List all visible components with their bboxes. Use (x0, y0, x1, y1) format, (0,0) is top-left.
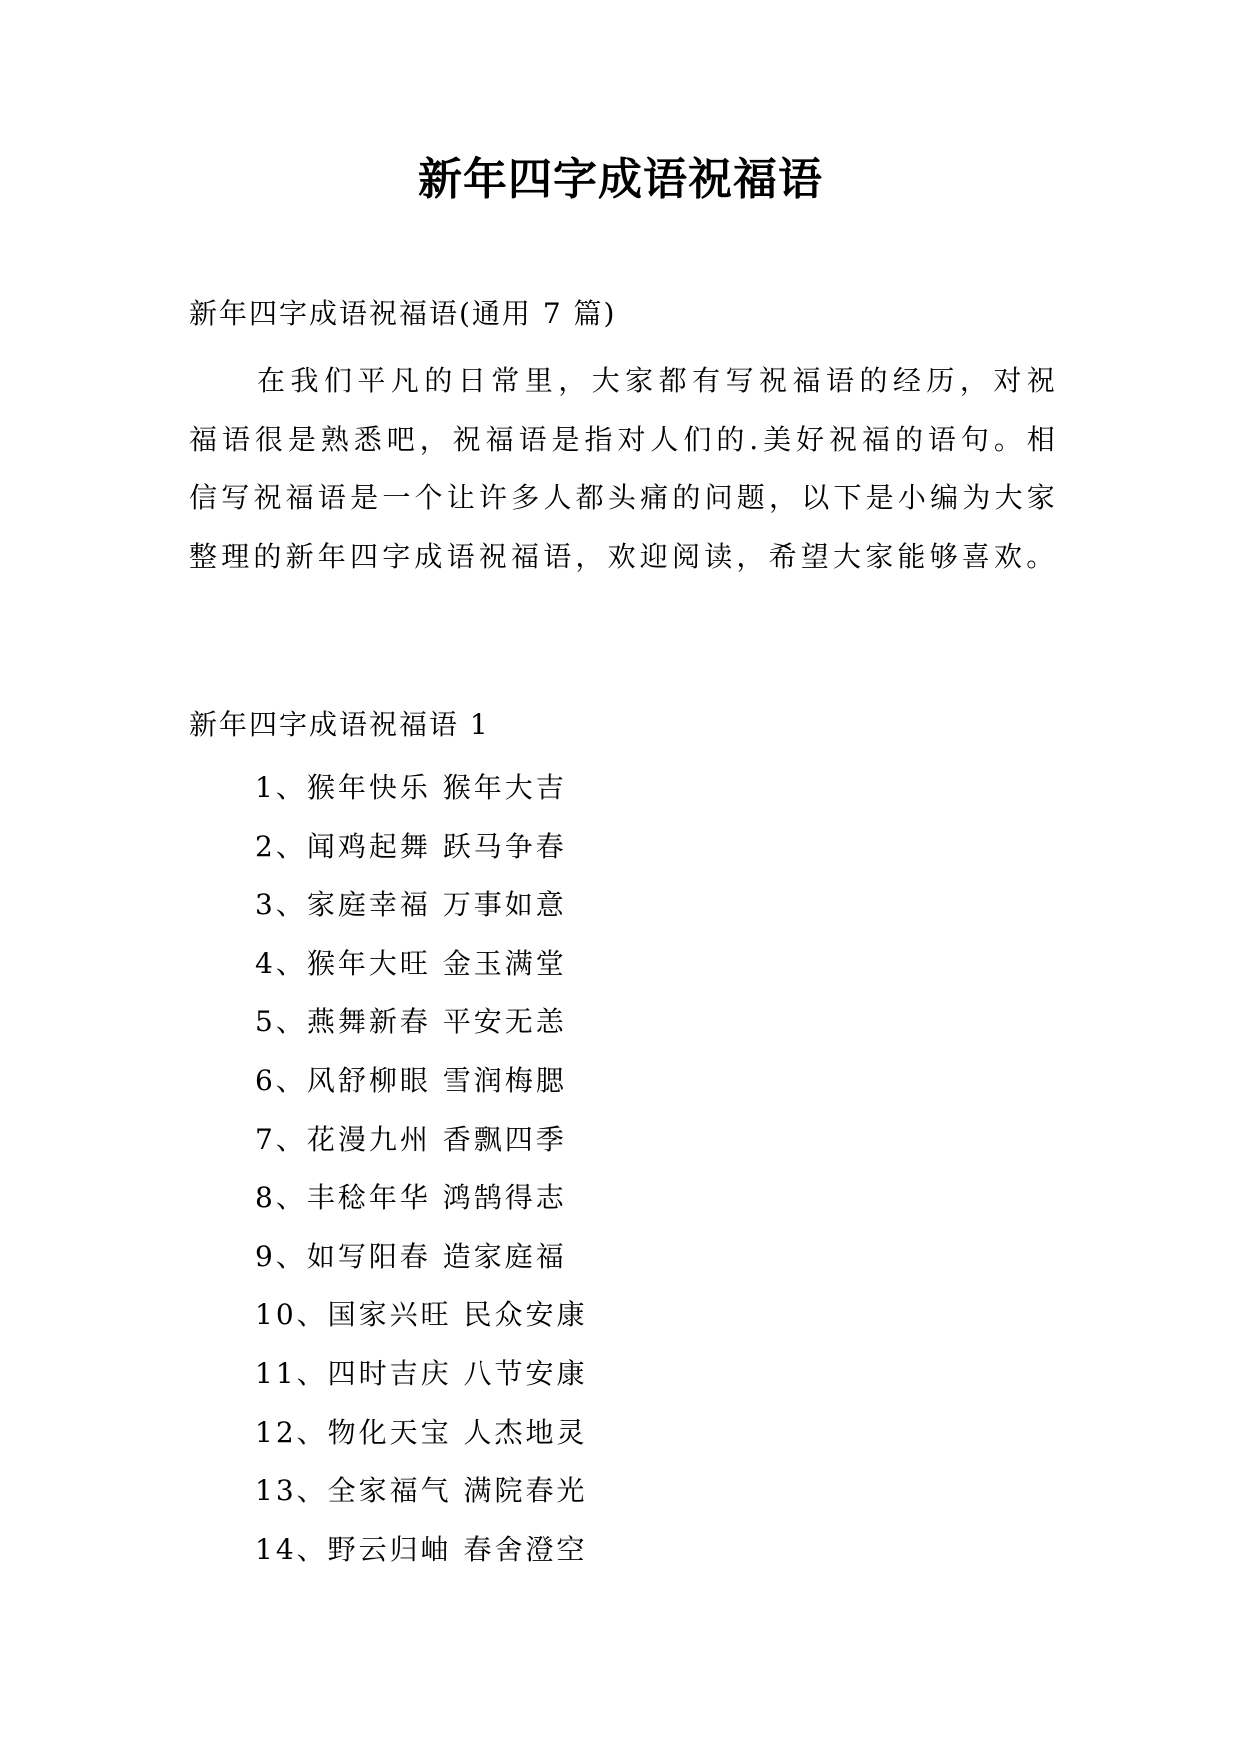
list-item: 10、国家兴旺 民众安康 (255, 1298, 588, 1332)
section-heading: 新年四字成语祝福语 1 (189, 708, 490, 741)
list-item: 8、丰稔年华 鸿鹄得志 (255, 1181, 567, 1215)
list-item: 4、猴年大旺 金玉满堂 (255, 946, 567, 980)
document-title: 新年四字成语祝福语 (418, 154, 823, 205)
intro-paragraph: 在我们平凡的日常里，大家都有写祝福语的经历，对祝福语很是熟悉吧，祝福语是指对人们的.美好祝福的语句。相信写祝福语是一个让许多人都头痛的问题，以下是小编为大家整理的新年四字成语祝福语，欢迎阅读，希望大家能够喜欢。 (189, 364, 1059, 573)
list-item: 13、全家福气 满院春光 (255, 1474, 588, 1508)
list-item: 1、猴年快乐 猴年大吉 (255, 771, 567, 804)
blessing-list (255, 759, 588, 1579)
list-item: 2、闻鸡起舞 跃马争春 (255, 829, 567, 863)
list-item: 9、如写阳春 造家庭福 (255, 1239, 567, 1273)
list-item: 7、花漫九州 香飘四季 (255, 1122, 567, 1156)
list-item: 3、家庭幸福 万事如意 (255, 888, 567, 922)
list-item: 14、野云归岫 春舍澄空 (255, 1532, 588, 1566)
list-item: 5、燕舞新春 平安无恙 (255, 1005, 567, 1039)
list-item: 11、四时吉庆 八节安康 (255, 1356, 588, 1390)
document-subtitle: 新年四字成语祝福语(通用 7 篇) (189, 297, 617, 330)
list-item: 6、风舒柳眼 雪润梅腮 (255, 1063, 567, 1097)
list-item: 12、物化天宝 人杰地灵 (255, 1415, 588, 1449)
